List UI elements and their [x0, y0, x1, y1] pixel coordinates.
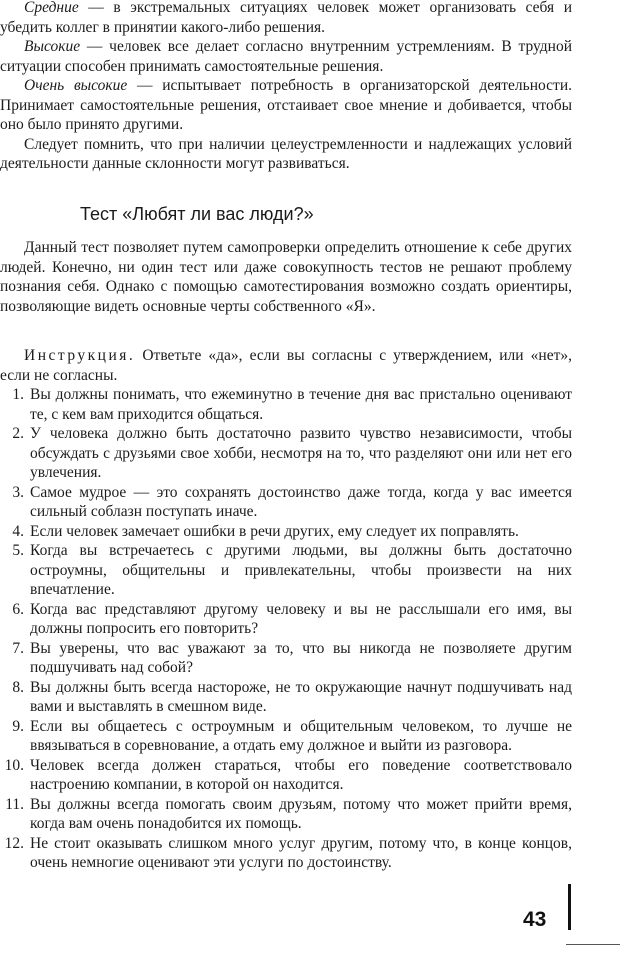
instruction-text: Ответьте «да», если вы согласны с утверждением, или «нет», если не согласны. [0, 347, 572, 384]
paragraph-very-high-level [0, 76, 572, 135]
item-number: 5. [12, 542, 24, 559]
item-text: Если вы общаетесь с остроумным и общительным человеком, то лучше не ввязываться в соревнование, а отдать ему должное и выйти из разговора. [30, 717, 572, 754]
item-number: 11. [5, 795, 24, 813]
scale-description-block [0, 0, 572, 174]
paragraph-note: Следует помнить, что при наличии целеустремленности и надлежащих условий деятельности данные склонности могут развиваться. [0, 135, 572, 172]
paragraph-high-level [0, 37, 572, 76]
list-item [0, 834, 572, 873]
text-very-high: — испытывает потребность в организаторской деятельности. Принимает самостоятельные решения, отстаивает свое мнение и добивается, чтобы оно было принято другими. [0, 77, 572, 133]
item-text: Вы уверены, что вас уважают за то, что вы никогда не позволяете другим подшучивать над собой? [30, 639, 572, 676]
item-number: 8. [12, 678, 24, 696]
text-middle: — в экстремальных ситуациях человек может организовать себя и убедить коллег в принятии какого-либо решения. [0, 0, 572, 36]
item-number: 7. [12, 639, 24, 657]
term-middle: Средние [24, 0, 79, 16]
item-number: 12. [4, 834, 24, 852]
list-item [0, 795, 572, 834]
item-text: Человек всегда должен стараться, чтобы его поведение соответствовало настроению компании, в которой он находится. [30, 756, 572, 793]
list-item [0, 756, 572, 795]
intro-block [0, 238, 572, 316]
list-item [0, 522, 572, 542]
item-text: Вы должны всегда помогать своим друзьям, потому что может прийти время, когда вам очень понадобится их помощь. [30, 795, 572, 832]
term-high: Высокие [24, 38, 81, 55]
item-number: 1. [12, 386, 24, 403]
item-text: Вы должны быть всегда настороже, не то окружающие начнут подшучивать над вами и выставлять в смешном виде. [30, 678, 572, 715]
instruction-block [0, 346, 572, 873]
paragraph-instruction [0, 346, 572, 385]
list-item [0, 483, 572, 522]
question-list [0, 385, 572, 873]
text-high: — человек все делает согласно внутренним устремлениям. В трудной ситуации способен принимать самостоятельные решения. [0, 38, 572, 75]
item-text: Не стоит оказывать слишком много услуг другим, потому что, в конце концов, очень немногие оценивают эти услуги по достоинству. [30, 834, 572, 871]
item-number: 9. [12, 717, 24, 735]
section-title: Тест «Любят ли вас люди?» [80, 204, 314, 224]
item-number: 4. [12, 522, 24, 540]
term-very-high: Очень высокие [24, 77, 128, 94]
paragraph-intro: Данный тест позволяет путем самопроверки определить отношение к себе других людей. Конечно, ни один тест или даже совокупность тестов не решают проблему познания себя. Однако с помощью самотестирования возможно создать ориентиры, позволяющие видеть основные черты собственного «Я». [0, 239, 572, 315]
list-item [0, 717, 572, 756]
item-number: 3. [12, 483, 24, 501]
list-item [0, 600, 572, 639]
item-number: 6. [12, 600, 24, 618]
page-margin-bar [568, 884, 571, 930]
item-text: Если человек замечает ошибки в речи других, ему следует их поправлять. [30, 522, 519, 540]
list-item [0, 678, 572, 717]
item-number: 10. [4, 756, 24, 774]
list-item [0, 541, 572, 600]
item-number: 2. [12, 425, 24, 442]
list-item [0, 385, 572, 424]
instruction-label: Инструкция. [24, 347, 136, 364]
item-text: Самое мудрое — это сохранять достоинство даже тогда, когда у вас имеется сильный соблазн поступать иначе. [30, 483, 572, 520]
list-item [0, 424, 572, 483]
paragraph-middle-level [0, 0, 572, 37]
list-item [0, 639, 572, 678]
item-text: Когда вы встречаетесь с другими людьми, вы должны быть достаточно остроумны, общительны и привлекательны, чтобы произвести на них впечатление. [30, 542, 572, 598]
item-text: У человека должно быть достаточно развито чувство независимости, чтобы обсуждать с друзьями свое хобби, несмотря на то, что разделяют они или нет его увлечения. [30, 425, 572, 481]
item-text: Когда вас представляют другому человеку и вы не расслышали его имя, вы должны попросить его повторить? [30, 600, 572, 637]
page-footer-rule [566, 944, 620, 945]
item-text: Вы должны понимать, что ежеминутно в течение дня вас пристально оценивают те, с кем вам приходится общаться. [30, 386, 572, 423]
page-number: 43 [523, 908, 547, 931]
